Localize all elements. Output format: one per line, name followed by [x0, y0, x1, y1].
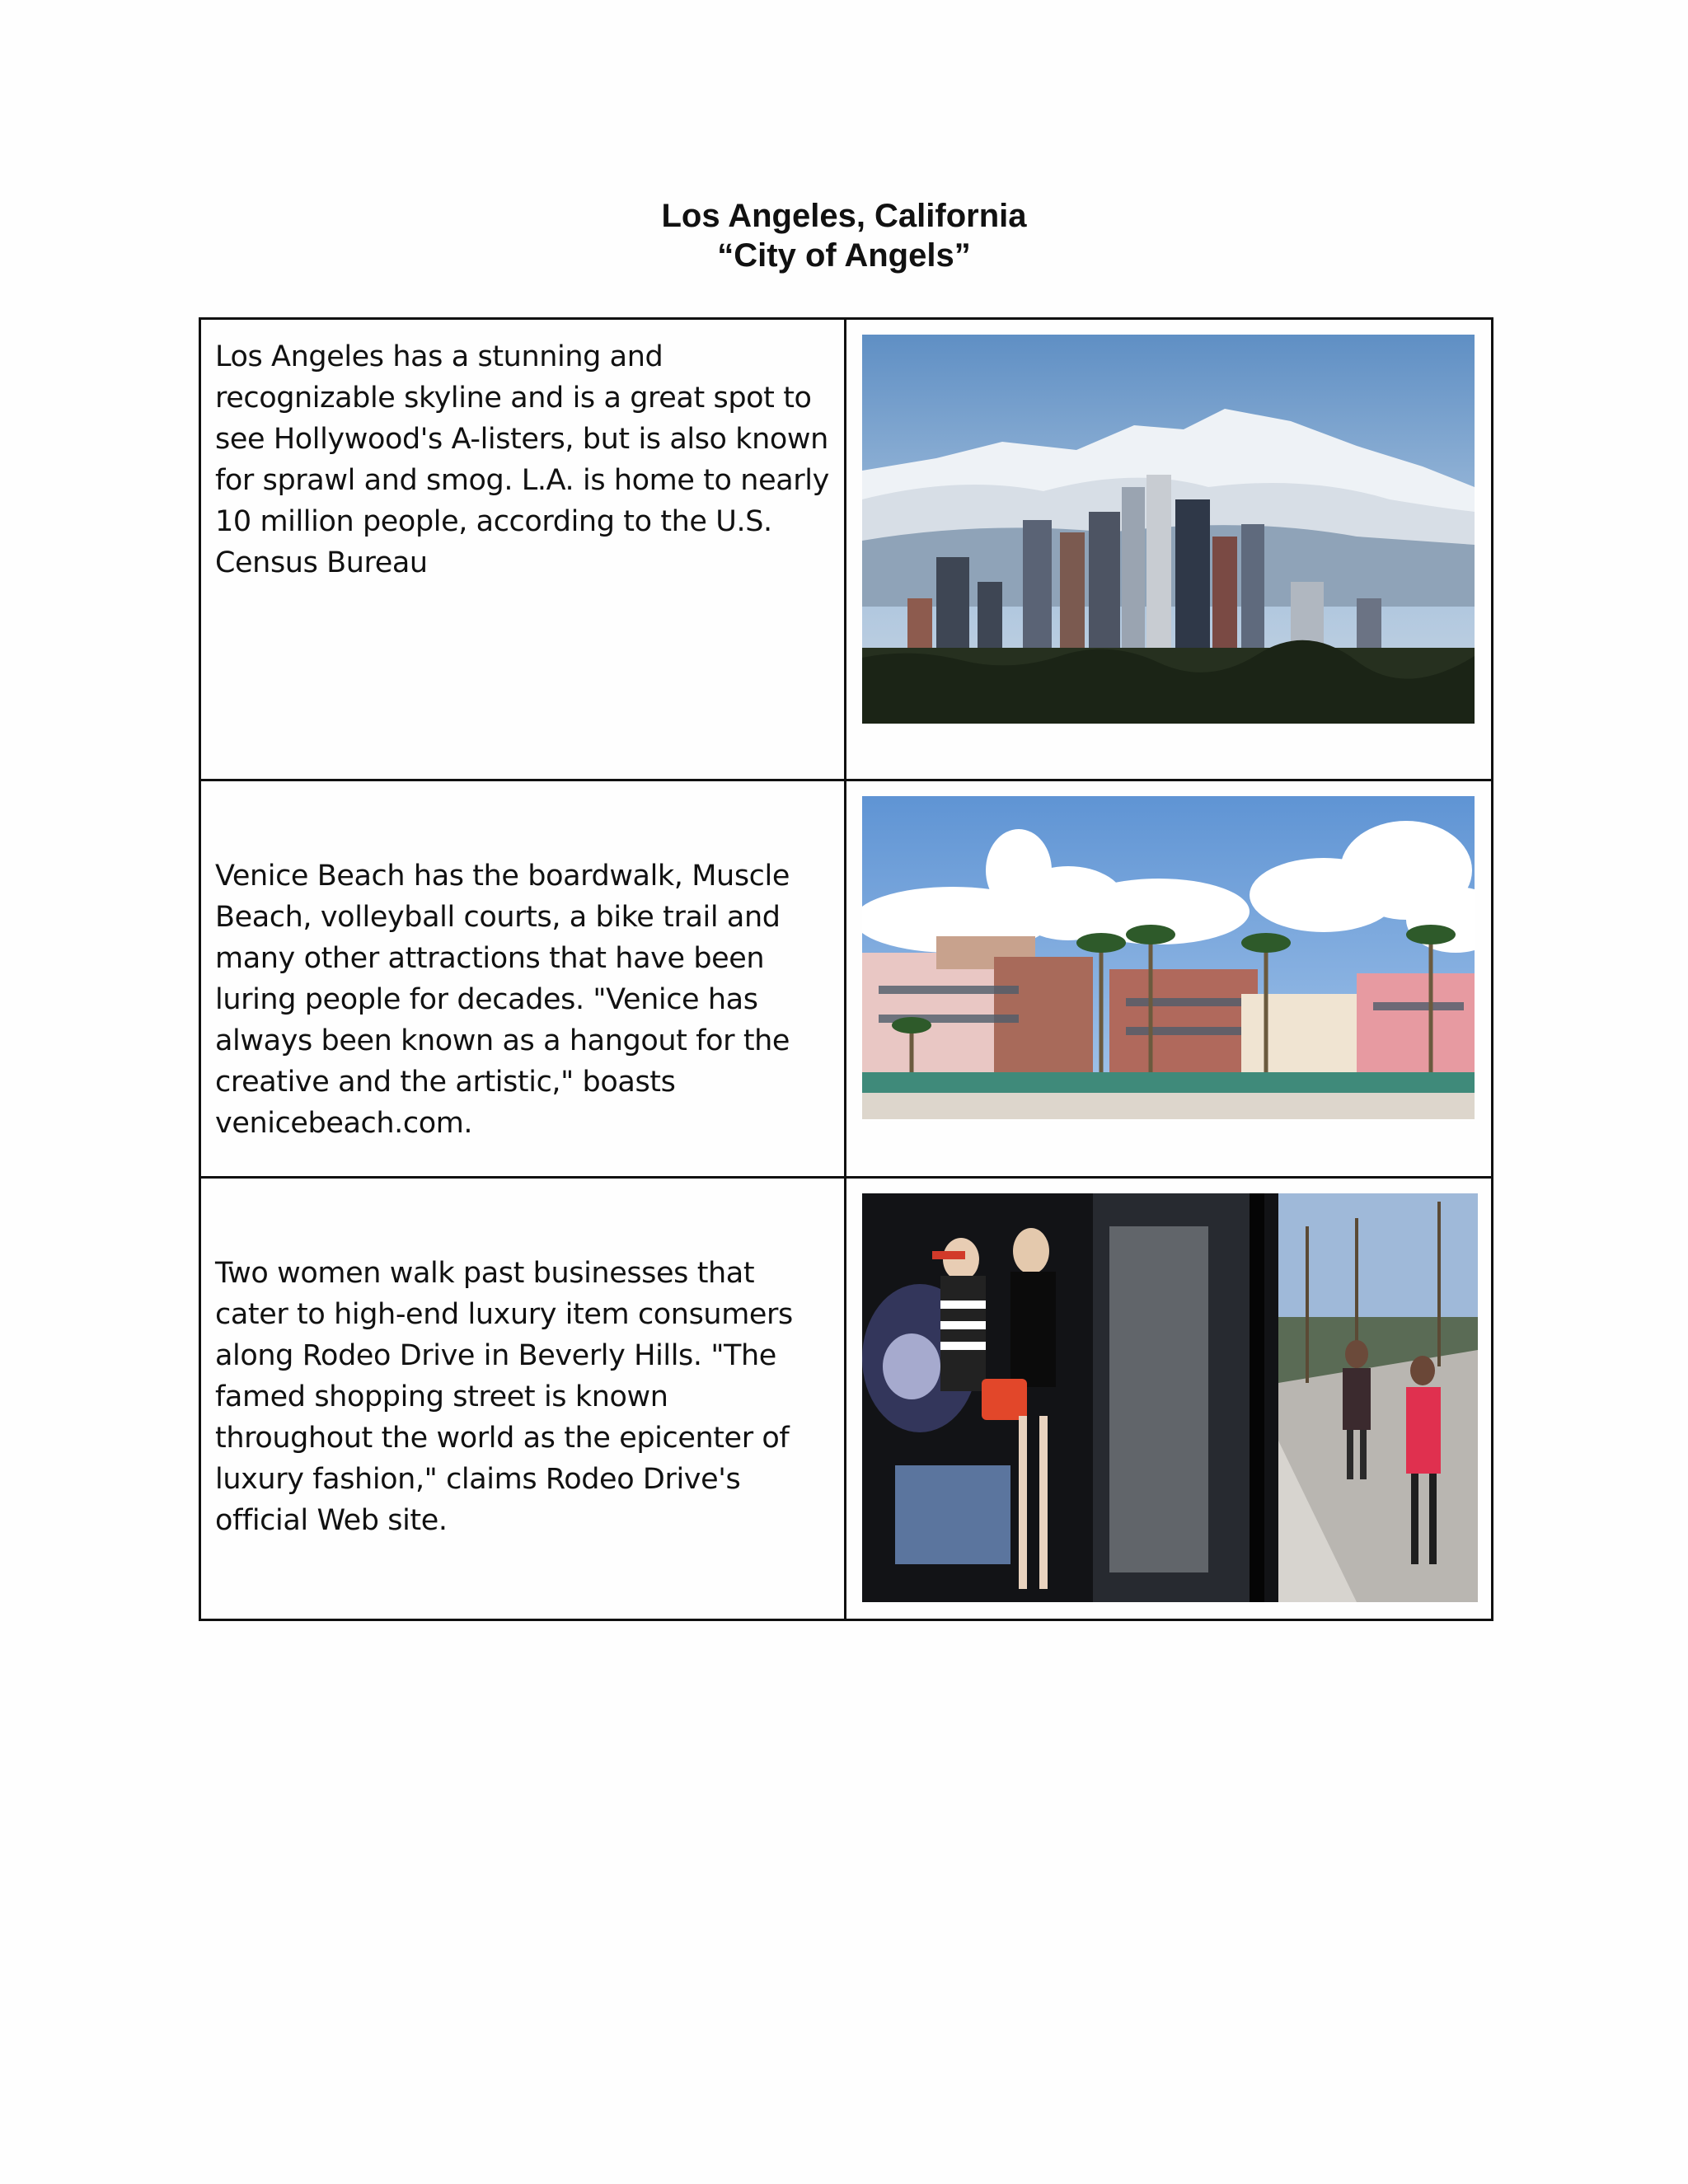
table-row	[200, 319, 1493, 780]
image-cell	[846, 780, 1493, 1178]
page-title	[0, 196, 1688, 275]
image-cell	[846, 1178, 1493, 1620]
image-cell	[846, 319, 1493, 780]
venice-beach-photo	[862, 796, 1475, 1119]
row-text: Two women walk past businesses that cater to high-end luxury item consumers along Rodeo Drive in Beverly Hills. "The famed shopping street is known throughout the world as the epicenter of luxury fashion," claims Rodeo Drive's official Web site.	[215, 1257, 793, 1537]
text-cell	[200, 319, 846, 780]
la-skyline-photo	[862, 335, 1475, 724]
text-cell	[200, 780, 846, 1178]
table-row	[200, 780, 1493, 1178]
title-line-2: “City of Angels”	[717, 237, 971, 274]
rodeo-drive-photo	[862, 1193, 1478, 1602]
title-line-1: Los Angeles, California	[661, 198, 1027, 234]
row-text: Los Angeles has a stunning and recognizable skyline and is a great spot to see Hollywood's A-listers, but is also known for sprawl and smog. L.A. is home to nearly 10 million people, according to the U.S. Census Bureau	[215, 340, 829, 579]
text-cell	[200, 1178, 846, 1620]
content-table	[199, 317, 1493, 1621]
row-text: Venice Beach has the boardwalk, Muscle Beach, volleyball courts, a bike trail and many other attractions that have been luring people for decades. "Venice has always been known as a hangout for the creative and the artistic," boasts venicebeach.com.	[215, 860, 790, 1140]
table-row	[200, 1178, 1493, 1620]
